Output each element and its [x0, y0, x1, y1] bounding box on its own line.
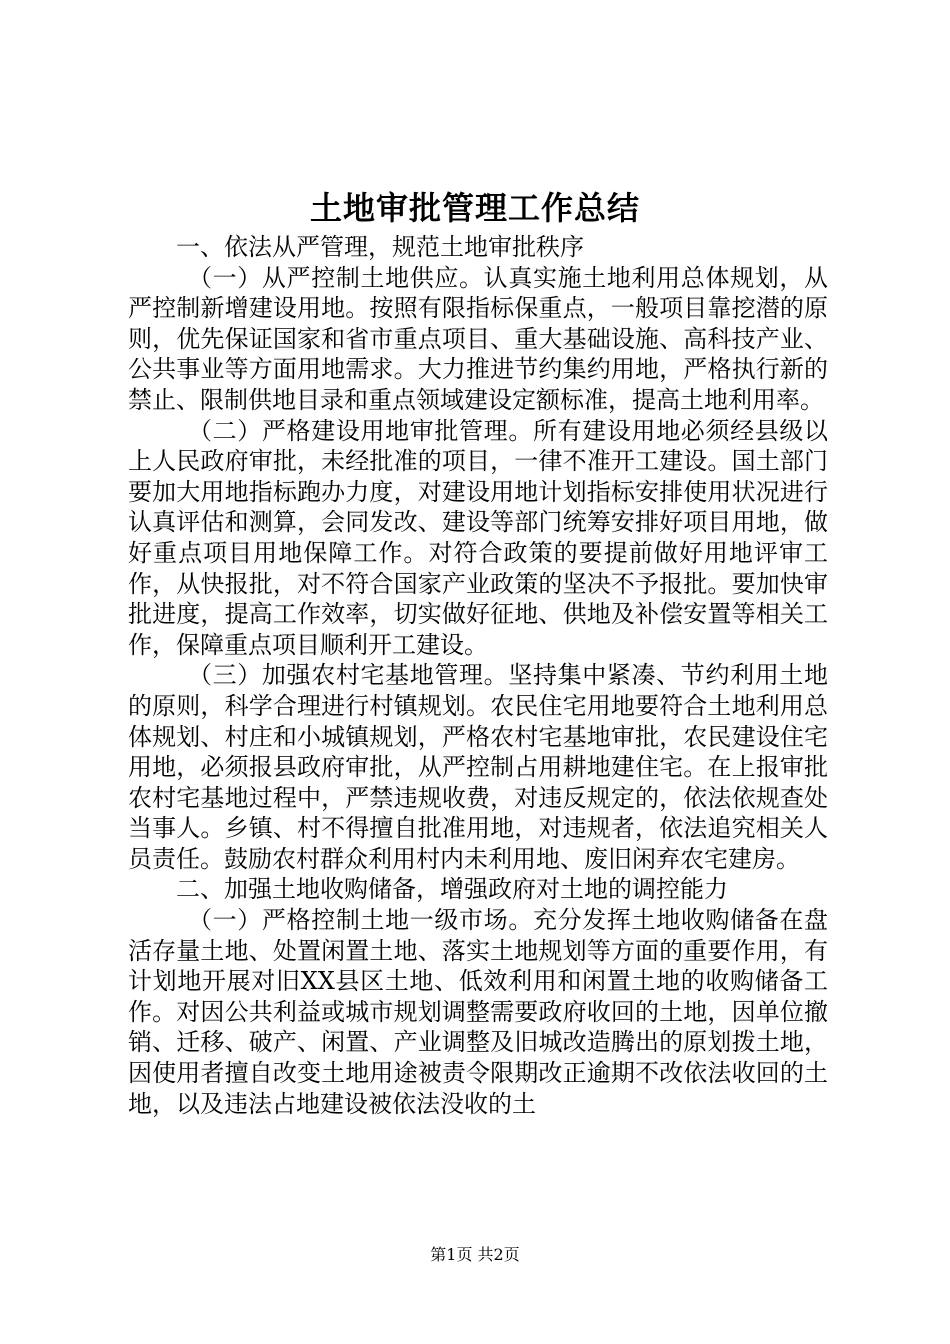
- paragraph-2-1: （一）严格控制土地一级市场。充分发挥土地收购储备在盘活存量土地、处置闲置土地、落实土地规划等方面的重要作用，有计划地开展对旧XX县区土地、低效利用和闲置土地的收购储备工作。对因公共利益或城市规划调整需要政府收回的土地，因单位撤销、迁移、破产、闲置、产业调整及旧城改造腾出的原划拨土地，因使用者擅自改变土地用途被责令限期改正逾期不改依法收回的土地，以及违法占地建设被依法没收的土: [128, 906, 828, 1118]
- section-heading-2: 二、加强土地收购储备，增强政府对土地的调控能力: [176, 875, 728, 904]
- paragraph-1-1: （一）从严控制土地供应。认真实施土地利用总体规划，从严控制新增建设用地。按照有限指标保重点，一般项目靠挖潜的原则，优先保证国家和省市重点项目、重大基础设施、高科技产业、公共事业等方面用地需求。大力推进节约集约用地，严格执行新的禁止、限制供地目录和重点领域建设定额标准，提高土地利用率。: [128, 263, 828, 414]
- paragraph-1-2: （二）严格建设用地审批管理。所有建设用地必须经县级以上人民政府审批，未经批准的项目，一律不准开工建设。国土部门要加大用地指标跑办力度，对建设用地计划指标安排使用状况进行认真评估和测算，会同发改、建设等部门统筹安排好项目用地，做好重点项目用地保障工作。对符合政策的要提前做好用地评审工作，从快报批，对不符合国家产业政策的坚决不予报批。要加快审批进度，提高工作效率，切实做好征地、供地及补偿安置等相关工作，保障重点项目顺利开工建设。: [128, 416, 828, 659]
- paragraph-1-3: （三）加强农村宅基地管理。坚持集中紧凑、节约利用土地的原则，科学合理进行村镇规划。农民住宅用地要符合土地利用总体规划、村庄和小城镇规划，严格农村宅基地审批，农民建设住宅用地，必须报县政府审批，从严控制占用耕地建住宅。在上报审批农村宅基地过程中，严禁违规收费，对违反规定的，依法依规查处当事人。乡镇、村不得擅自批准用地，对违规者，依法追究相关人员责任。鼓励农村群众利用村内未利用地、废旧闲弃农宅建房。: [128, 661, 828, 873]
- document-body: [128, 232, 828, 1119]
- document-title: 土地审批管理工作总结: [309, 189, 640, 227]
- page-number-footer: 第1页 共2页: [430, 1245, 520, 1264]
- section-heading-1: 一、依法从严管理，规范土地审批秩序: [176, 233, 584, 261]
